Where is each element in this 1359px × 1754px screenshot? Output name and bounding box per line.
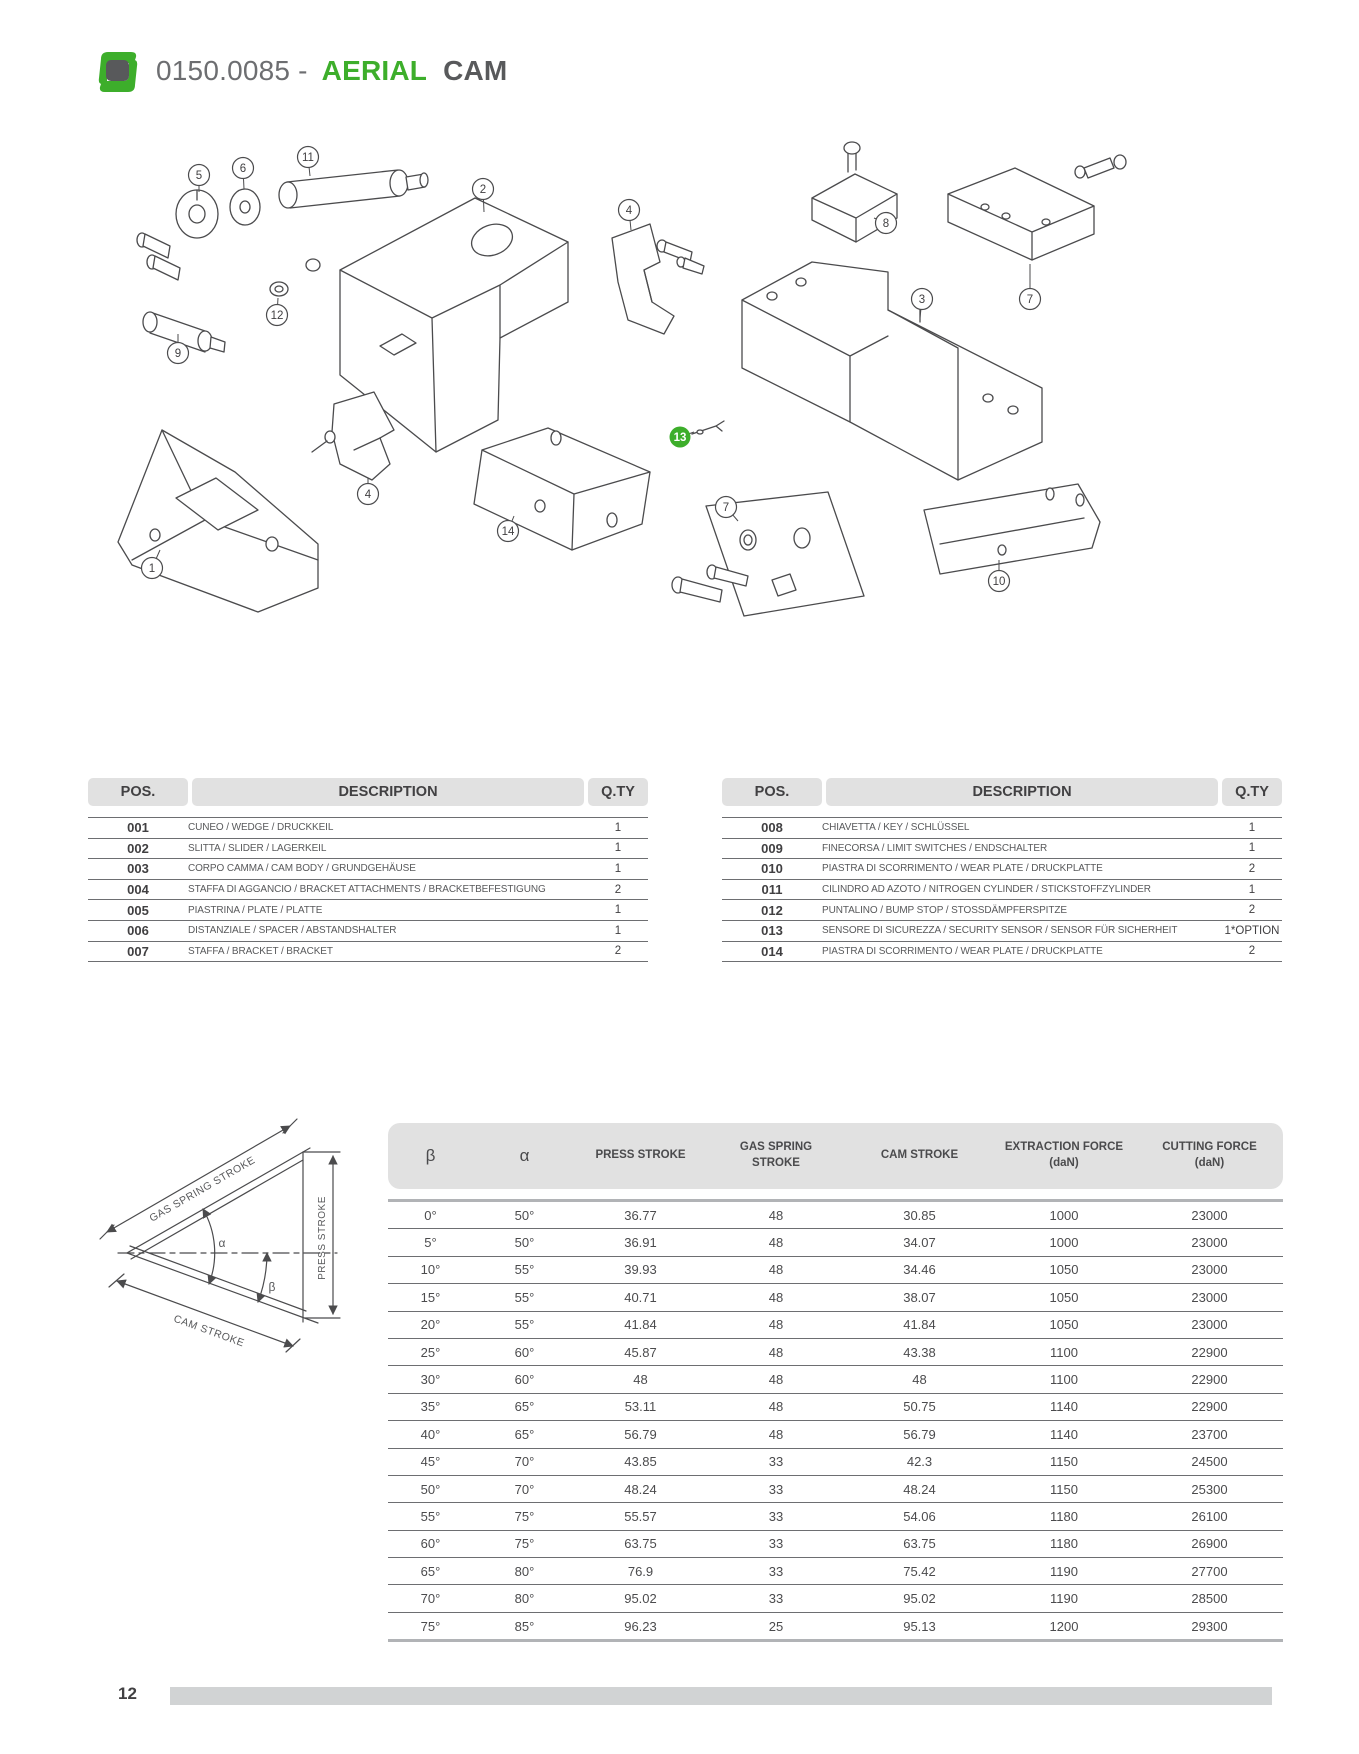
spec-cell: 1190 [1050, 1591, 1078, 1607]
spec-cell: 65° [514, 1426, 535, 1442]
spec-cell: 23700 [1191, 1426, 1228, 1442]
part-pos: 011 [761, 882, 783, 898]
spec-cell: 48 [768, 1344, 784, 1360]
spec-cell: 48.24 [903, 1481, 936, 1497]
spec-cell: 45° [420, 1454, 441, 1470]
parts-row [88, 880, 648, 901]
spec-cell: 48 [768, 1426, 784, 1442]
spec-row [388, 1476, 1283, 1503]
spec-cell: 48 [912, 1372, 927, 1388]
spec-cell: 50.75 [903, 1399, 936, 1415]
callout-number: 7 [722, 502, 730, 514]
spec-cell: 60° [514, 1372, 535, 1388]
spec-cell: 1050 [1049, 1289, 1079, 1305]
cam-stroke-label: CAM STROKE [171, 1312, 247, 1350]
product-code: 0150.0085 - [156, 55, 308, 86]
spec-cell: 75.42 [903, 1563, 936, 1579]
parts-row [88, 818, 648, 839]
part-pos: 001 [127, 820, 149, 836]
spec-cell: 65° [420, 1563, 441, 1579]
spec-cell: 26100 [1191, 1508, 1228, 1524]
spec-cell: 50° [420, 1481, 441, 1497]
spec-cell: 75° [514, 1508, 535, 1524]
spec-row [388, 1613, 1283, 1639]
press-stroke-label: PRESS STROKE [317, 1196, 328, 1280]
exploded-parts-diagram [85, 130, 1155, 680]
column-header-qty: Q.TY [588, 778, 648, 806]
parts-row [722, 880, 1282, 901]
part-pos: 013 [761, 923, 783, 939]
spec-cell: 1200 [1049, 1618, 1079, 1634]
spec-cell: 30° [420, 1372, 441, 1388]
spec-row [388, 1284, 1283, 1311]
spec-cell: 60° [420, 1536, 441, 1552]
spec-table-rows [388, 1199, 1283, 1642]
part-description: PIASTRINA / PLATE / PLATTE [188, 904, 323, 916]
part-pos: 007 [127, 943, 149, 959]
spec-cell: 43.38 [903, 1344, 936, 1360]
part-7-bracket-bottom [672, 492, 864, 616]
callout-number: 1 [148, 563, 156, 575]
spec-cell: 63.75 [624, 1536, 657, 1552]
spec-cell: 48.24 [624, 1481, 657, 1497]
footer-bar [170, 1687, 1272, 1705]
spec-row [388, 1558, 1283, 1585]
part-qty: 1 [614, 821, 622, 834]
spec-cell: 25° [420, 1344, 441, 1360]
callout-number: 13 [673, 432, 687, 444]
spec-cell: 80° [514, 1563, 535, 1579]
callout-number: 4 [364, 489, 372, 501]
part-description: PIASTRA DI SCORRIMENTO / WEAR PLATE / DRUCKPLATTE [822, 945, 1103, 957]
brand-logo-icon [92, 48, 142, 94]
spec-cell: 25 [768, 1618, 784, 1634]
spec-cell: 23000 [1191, 1207, 1228, 1223]
part-3-slider-body [742, 262, 1042, 480]
parts-table-header [88, 778, 648, 806]
spec-cell: 56.79 [903, 1426, 936, 1442]
column-header-qty: Q.TY [1222, 778, 1282, 806]
spec-cell: 34.46 [903, 1262, 936, 1278]
spec-cell: 48 [768, 1317, 784, 1333]
parts-row [722, 839, 1282, 860]
spec-cell: 25300 [1191, 1481, 1228, 1497]
spec-cell: 96.23 [624, 1618, 657, 1634]
gas-spring-stroke-label: GAS SPRING STROKE [147, 1154, 258, 1225]
callout-number: 5 [195, 170, 203, 182]
alpha-label: α [218, 1236, 226, 1250]
spec-column-header: GAS SPRING STROKE [739, 1141, 813, 1169]
part-qty: 2 [614, 883, 622, 896]
spec-cell: 1140 [1050, 1399, 1078, 1415]
parts-row [722, 859, 1282, 880]
spec-cell: 54.06 [903, 1508, 936, 1524]
part-qty: 2 [614, 945, 622, 958]
spec-cell: 1150 [1050, 1454, 1078, 1470]
spec-row [388, 1366, 1283, 1393]
spec-cell: 38.07 [903, 1289, 936, 1305]
spec-cell: 23000 [1191, 1289, 1228, 1305]
callout-number: 14 [501, 526, 515, 538]
part-qty: 2 [1248, 862, 1256, 875]
spec-cell: 27700 [1191, 1563, 1228, 1579]
part-5-disc [176, 190, 218, 238]
spec-cell: 33 [768, 1508, 784, 1524]
spec-column-header: PRESS STROKE [595, 1149, 686, 1162]
spec-cell: 75° [420, 1618, 441, 1634]
spec-table-header [388, 1123, 1283, 1189]
part-12-bump-stop [270, 282, 288, 296]
parts-table-rows [88, 817, 648, 962]
beta-label: β [268, 1280, 276, 1294]
spec-cell: 70° [420, 1591, 441, 1607]
spec-cell: 1180 [1050, 1536, 1078, 1552]
column-header-description: DESCRIPTION [826, 778, 1218, 806]
column-header-description: DESCRIPTION [192, 778, 584, 806]
spec-cell: 33 [768, 1536, 784, 1552]
spec-cell: 1100 [1050, 1372, 1078, 1388]
cam-line [127, 1253, 318, 1323]
spec-cell: 1050 [1049, 1262, 1079, 1278]
spec-cell: 48 [768, 1399, 784, 1415]
spec-cell: 55.57 [624, 1508, 657, 1524]
parts-table-right [722, 778, 1282, 962]
part-description: PIASTRA DI SCORRIMENTO / WEAR PLATE / DRUCKPLATTE [822, 863, 1103, 875]
spec-cell: 85° [514, 1618, 535, 1634]
callout-number: 12 [270, 310, 284, 322]
spec-cell: 55° [514, 1317, 535, 1333]
spec-cell: 23000 [1191, 1262, 1228, 1278]
spec-row [388, 1202, 1283, 1229]
part-pos: 009 [761, 840, 783, 856]
spec-column-header: β [425, 1145, 436, 1165]
parts-row [88, 900, 648, 921]
spec-cell: 36.91 [624, 1235, 657, 1251]
spec-cell: 15° [420, 1289, 441, 1305]
spec-cell: 70° [514, 1454, 535, 1470]
spec-cell: 42.3 [906, 1454, 933, 1470]
callout-number: 4 [625, 205, 633, 217]
spec-column-header: CUTTING FORCE (daN) [1162, 1141, 1257, 1169]
part-description: STAFFA DI AGGANCIO / BRACKET ATTACHMENTS / BRACKETBEFESTIGUNG [188, 884, 546, 896]
callout-number: 10 [992, 576, 1006, 588]
spec-cell: 40.71 [624, 1289, 657, 1305]
spec-cell: 40° [420, 1426, 441, 1442]
parts-row [722, 900, 1282, 921]
spec-cell: 1000 [1049, 1235, 1079, 1251]
spec-cell: 55° [420, 1508, 441, 1524]
part-10-wear-plate [924, 484, 1100, 574]
page-header [92, 48, 507, 94]
spec-cell: 95.02 [903, 1591, 936, 1607]
spec-column-header: CAM STROKE [880, 1149, 959, 1162]
part-description: FINECORSA / LIMIT SWITCHES / ENDSCHALTER [822, 842, 1048, 854]
spec-row [388, 1449, 1283, 1476]
parts-row [88, 942, 648, 963]
part-qty: 1 [1248, 883, 1256, 896]
parts-row [722, 818, 1282, 839]
part-pos: 006 [127, 923, 149, 939]
part-13-security-sensor [692, 421, 724, 434]
part-pos: 003 [127, 861, 149, 877]
callout-number: 3 [918, 294, 926, 306]
part-pos: 008 [761, 820, 783, 836]
part-description: SENSORE DI SICUREZZA / SECURITY SENSOR / SENSOR FÜR SICHERHEIT [822, 925, 1178, 937]
parts-table-rows [722, 817, 1282, 962]
callout-number: 11 [302, 152, 314, 164]
spec-row [388, 1531, 1283, 1558]
spec-cell: 33 [768, 1454, 784, 1470]
spec-cell: 55° [514, 1289, 535, 1305]
spec-cell: 23000 [1191, 1235, 1228, 1251]
callout-number: 8 [882, 218, 890, 230]
callout-number: 9 [174, 348, 182, 360]
spec-cell: 5° [424, 1235, 437, 1251]
part-11-nitrogen-cylinder [279, 170, 428, 208]
part-description: STAFFA / BRACKET / BRACKET [188, 945, 333, 957]
page-number: 12 [118, 1684, 137, 1703]
part-qty: 1 [1248, 842, 1256, 855]
spec-cell: 43.85 [624, 1454, 657, 1470]
spec-cell: 48 [768, 1289, 784, 1305]
spec-cell: 39.93 [624, 1262, 657, 1278]
spec-cell: 1100 [1050, 1344, 1078, 1360]
spec-cell: 29300 [1191, 1618, 1228, 1634]
spec-cell: 20° [420, 1317, 441, 1333]
spec-cell: 22900 [1191, 1372, 1228, 1388]
spec-row [388, 1312, 1283, 1339]
spec-cell: 28500 [1191, 1591, 1228, 1607]
spec-cell: 48 [768, 1372, 784, 1388]
part-1-wedge [118, 430, 318, 612]
product-name-rest: CAM [443, 55, 508, 86]
spec-cell: 41.84 [903, 1317, 936, 1333]
spec-cell: 24500 [1191, 1454, 1228, 1470]
part-pos: 010 [761, 861, 783, 877]
spec-cell: 60° [514, 1344, 535, 1360]
spec-cell: 1150 [1050, 1481, 1078, 1497]
callout-number: 7 [1026, 294, 1034, 306]
spec-cell: 76.9 [627, 1563, 654, 1579]
spec-column-header: α [519, 1145, 530, 1165]
spec-row [388, 1394, 1283, 1421]
parts-row [88, 839, 648, 860]
parts-row [88, 859, 648, 880]
spec-cell: 48 [768, 1235, 784, 1251]
spec-cell: 45.87 [624, 1344, 657, 1360]
spec-cell: 80° [514, 1591, 535, 1607]
part-qty: 2 [1248, 945, 1256, 958]
part-description: DISTANZIALE / SPACER / ABSTANDSHALTER [188, 925, 397, 937]
part-qty: 1 [1248, 821, 1256, 834]
spec-cell: 26900 [1191, 1536, 1228, 1552]
part-description: CUNEO / WEDGE / DRUCKKEIL [188, 822, 334, 834]
spec-cell: 48 [768, 1262, 784, 1278]
screws-top-left [137, 233, 320, 280]
spec-cell: 65° [514, 1399, 535, 1415]
callout-number: 2 [479, 184, 487, 196]
spec-row [388, 1421, 1283, 1448]
part-description: SLITTA / SLIDER / LAGERKEIL [188, 842, 327, 854]
spec-cell: 53.11 [624, 1399, 657, 1415]
spec-row [388, 1257, 1283, 1284]
spec-cell: 48 [633, 1372, 648, 1388]
part-pos: 012 [761, 902, 783, 918]
spec-cell: 75° [514, 1536, 535, 1552]
part-qty: 1 [614, 924, 622, 937]
spec-cell: 33 [768, 1563, 784, 1579]
column-header-pos: POS. [88, 778, 188, 806]
part-description: CILINDRO AD AZOTO / NITROGEN CYLINDER / STICKSTOFFZYLINDER [822, 884, 1151, 896]
spec-cell: 34.07 [903, 1235, 936, 1251]
part-pos: 002 [127, 840, 149, 856]
part-7-bracket-right [948, 155, 1126, 260]
spec-cell: 35° [420, 1399, 441, 1415]
spec-cell: 10° [420, 1262, 441, 1278]
part-pos: 014 [761, 943, 783, 959]
spec-cell: 55° [514, 1262, 535, 1278]
part-4-bracket-top [612, 224, 704, 334]
part-qty: 1 [614, 862, 622, 875]
spec-cell: 1180 [1050, 1508, 1078, 1524]
product-name-accent: AERIAL [321, 55, 428, 86]
spec-cell: 50° [514, 1235, 535, 1251]
spec-cell: 56.79 [624, 1426, 657, 1442]
spec-cell: 1140 [1050, 1426, 1078, 1442]
spec-cell: 95.02 [624, 1591, 657, 1607]
spec-row [388, 1585, 1283, 1612]
spec-cell: 33 [768, 1481, 784, 1497]
part-6-disc [230, 189, 260, 225]
part-qty: 2 [1248, 904, 1256, 917]
parts-row [722, 921, 1282, 942]
part-description: CORPO CAMMA / CAM BODY / GRUNDGEHÄUSE [188, 863, 416, 875]
spec-cell: 23000 [1191, 1317, 1228, 1333]
spec-row [388, 1503, 1283, 1530]
part-description: PUNTALINO / BUMP STOP / STOSSDÄMPFERSPITZE [822, 904, 1067, 916]
spec-column-header: EXTRACTION FORCE (daN) [1004, 1141, 1124, 1169]
parts-table-left [88, 778, 648, 962]
spec-cell: 41.84 [624, 1317, 657, 1333]
part-description: CHIAVETTA / KEY / SCHLÜSSEL [822, 822, 970, 834]
spec-cell: 33 [768, 1591, 784, 1607]
alpha-arc [203, 1209, 215, 1284]
spec-row [388, 1339, 1283, 1366]
parts-row [88, 921, 648, 942]
spec-cell: 22900 [1191, 1399, 1228, 1415]
callout-number: 6 [239, 163, 247, 175]
spec-cell: 0° [424, 1207, 437, 1223]
stroke-spec-table [388, 1123, 1283, 1642]
column-header-pos: POS. [722, 778, 822, 806]
part-qty: 1 [614, 842, 622, 855]
spec-cell: 22900 [1191, 1344, 1228, 1360]
stroke-angles-diagram [85, 1020, 355, 1360]
spec-cell: 63.75 [903, 1536, 936, 1552]
parts-table-header [722, 778, 1282, 806]
part-pos: 004 [127, 882, 149, 898]
spec-cell: 70° [514, 1481, 535, 1497]
spec-cell: 1050 [1049, 1317, 1079, 1333]
parts-row [722, 942, 1282, 963]
part-qty: 1 [614, 904, 622, 917]
part-qty: 1*OPTION [1224, 924, 1280, 937]
spec-row [388, 1229, 1283, 1256]
spec-cell: 1190 [1050, 1563, 1078, 1579]
page-title [156, 55, 507, 87]
spec-cell: 95.13 [903, 1618, 936, 1634]
spec-cell: 48 [768, 1207, 784, 1223]
spec-cell: 30.85 [903, 1207, 936, 1223]
spec-cell: 50° [514, 1207, 535, 1223]
spec-cell: 1000 [1049, 1207, 1079, 1223]
spec-cell: 36.77 [624, 1207, 657, 1223]
part-pos: 005 [127, 902, 149, 918]
